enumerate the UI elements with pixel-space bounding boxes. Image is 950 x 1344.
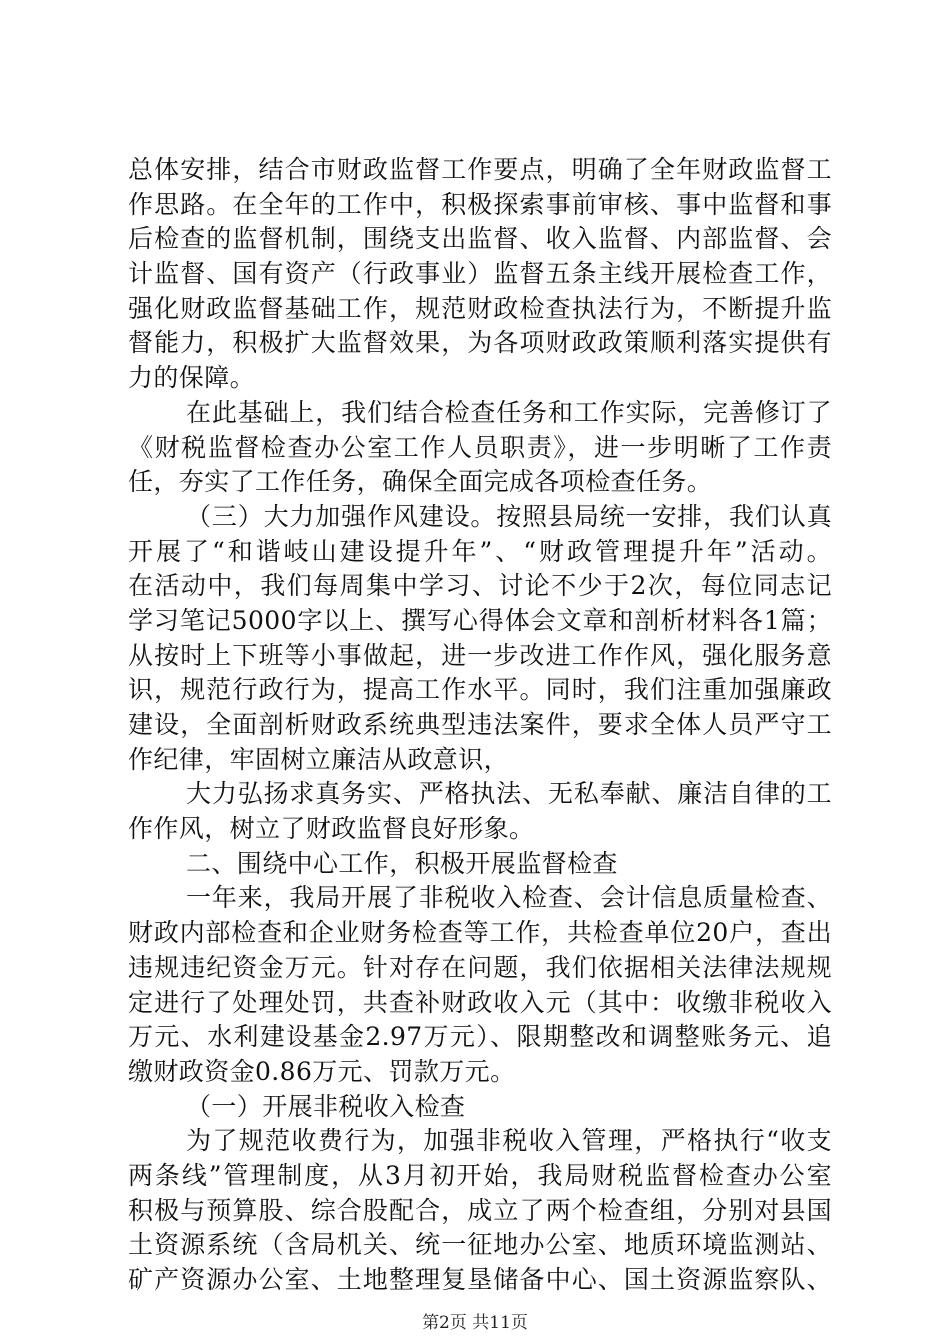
text-line: 督能力，积极扩大监督效果，为各项财政政策顺利落实提供有 — [128, 328, 832, 358]
text-line: 作思路。在全年的工作中，积极探索事前审核、事中监督和事 — [128, 189, 832, 219]
text-line: 违规违纪资金万元。针对存在问题，我们依据相关法律法规规 — [128, 952, 832, 982]
text-line: 作纪律，牢固树立廉洁从政意识， — [128, 744, 510, 774]
text-line: 财政内部检查和企业财务检查等工作，共检查单位20户，查出 — [128, 918, 832, 948]
text-line: 从按时上下班等小事做起，进一步改进工作作风，强化服务意 — [128, 640, 832, 670]
text-line: 计监督、国有资产（行政事业）监督五条主线开展检查工作， — [128, 259, 832, 289]
document-body — [128, 153, 832, 1298]
text-line: 矿产资源办公室、土地整理复垦储备中心、国土资源监察队、 — [128, 1265, 832, 1294]
text-line: 两条线”管理制度，从3月初开始，我局财税监督检查办公室 — [128, 1160, 832, 1190]
text-line: 建设，全面剖析财政系统典型违法案件，要求全体人员严守工 — [128, 710, 832, 739]
text-line: 在此基础上，我们结合检查任务和工作实际，完善修订了 — [186, 397, 832, 427]
text-line: 后检查的监督机制，围绕支出监督、收入监督、内部监督、会 — [128, 224, 832, 254]
text-line: 力的保障。 — [128, 363, 256, 393]
text-line: 万元、水利建设基金2.97万元）、限期整改和调整账务元、追 — [128, 1022, 832, 1052]
text-line: 学习笔记5000字以上、撰写心得体会文章和剖析材料各1篇； — [128, 605, 832, 635]
text-line: （三）大力加强作风建设。按照县局统一安排，我们认真 — [186, 501, 832, 531]
text-line: 为了规范收费行为，加强非税收入管理，严格执行“收支 — [186, 1126, 832, 1156]
text-line: 强化财政监督基础工作，规范财政检查执法行为，不断提升监 — [128, 293, 832, 323]
text-line: 识，规范行政行为，提高工作水平。同时，我们注重加强廉政 — [128, 675, 832, 705]
text-line: 在活动中，我们每周集中学习、讨论不少于2次，每位同志记 — [128, 571, 832, 601]
text-line: 《财税监督检查办公室工作人员职责》，进一步明晰了工作责 — [128, 432, 832, 462]
text-line: 大力弘扬求真务实、严格执法、无私奉献、廉洁自律的工 — [186, 779, 832, 809]
text-line: （一）开展非税收入检查 — [186, 1091, 466, 1121]
text-line: 一年来，我局开展了非税收入检查、会计信息质量检查、 — [186, 883, 832, 913]
text-line: 定进行了处理处罚，共查补财政收入元（其中：收缴非税收入 — [128, 987, 832, 1017]
page-footer: 第2页 共11页 — [422, 1313, 528, 1333]
text-line: 缴财政资金0.86万元、罚款万元。 — [128, 1056, 516, 1086]
text-line: 作作风，树立了财政监督良好形象。 — [128, 814, 535, 844]
text-line: 二、围绕中心工作，积极开展监督检查 — [186, 848, 618, 878]
text-line: 积极与预算股、综合股配合，成立了两个检查组，分别对县国 — [128, 1195, 832, 1225]
text-line: 总体安排，结合市财政监督工作要点，明确了全年财政监督工 — [128, 155, 832, 184]
text-line: 开展了“和谐岐山建设提升年”、“财政管理提升年”活动。 — [128, 536, 832, 566]
text-line: 土资源系统（含局机关、统一征地办公室、地质环境监测站、 — [128, 1230, 832, 1260]
text-line: 任，夯实了工作任务，确保全面完成各项检查任务。 — [128, 467, 713, 497]
